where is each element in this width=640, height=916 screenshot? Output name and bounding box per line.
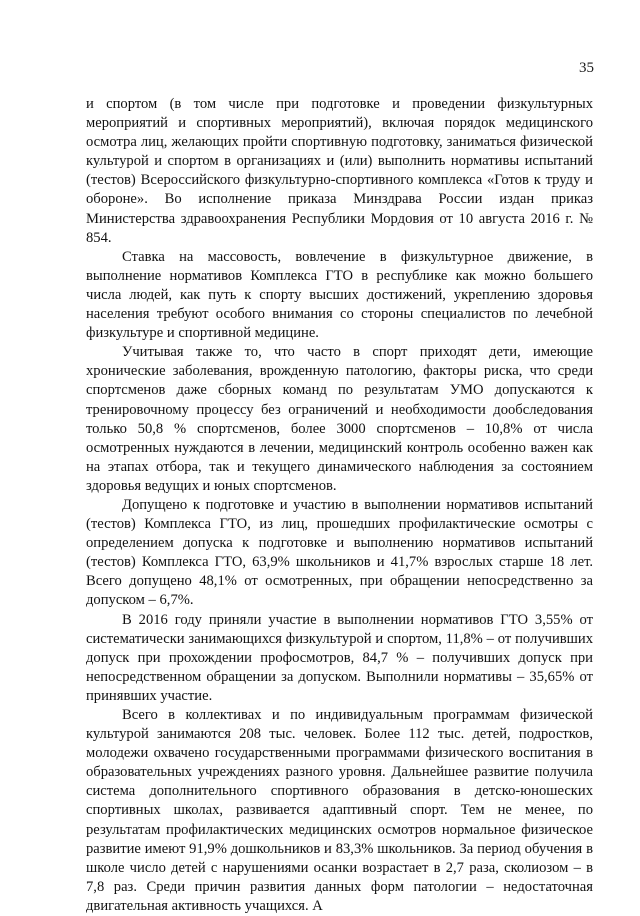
paragraph-physical-culture: Всего в коллективах и по индивидуальным программам физической культурой занимаются 208 тыс. человек. Более 112 тыс. детей, подростков, молодежи охвачено государственными программами физического воспитания в образовательных учреждениях разного уровня. Дальнейшее развитие получила система дополнительного спортивного образования в детско-юношеских спортивных школах, развивается адаптивный спорт. Тем не менее, по результатам профилактических медицинских осмотров нормальное физическое развитие имеют 91,9% дошкольников и 83,3% школьников. За период обучения в школе число детей с нарушениями осанки возрастает в 2,7 раза, сколиозом – в 7,8 раз. Среди причин развития данных форм патологии – недостаточная двигательная активность учащихся. А (86, 707, 593, 914)
paragraph-gto-admission: Допущено к подготовке и участию в выполнении нормативов испытаний (тестов) Комплекса ГТО, из лиц, прошедших профилактические осмотры с определением допуска к подготовке и выполнению нормативов испытаний (тестов) Комплекса ГТО, 63,9% школьников и 41,7% взрослых старше 18 лет. Всего допущено 48,1% от осмотренных, при обращении непосредственно за допуском – 6,7%. (86, 496, 593, 609)
paragraph-2016-participation: В 2016 году приняли участие в выполнении нормативов ГТО 3,55% от систематически занимающихся физкультурой и спортом, 11,8% – от получивших допуск при прохождении профосмотров, 84,7 % – получивших допуск при непосредственном обращении за допуском. Выполнили нормативы – 35,65% от принявших участие. (86, 611, 593, 704)
page-number: 35 (579, 60, 594, 76)
document-body (86, 95, 593, 916)
paragraph-children-health: Учитывая также то, что часто в спорт приходят дети, имеющие хронические заболевания, врожденную патологию, факторы риска, что среди спортсменов даже сборных команд по результатам УМО допускаются к тренировочному процессу без ограничений и необходимости дообследования только 50,8 % спортсменов, более 3000 спортсменов – 10,8% от числа осмотренных нуждаются в лечении, медицинский контроль особенно важен как на этапах отбора, так и текущего динамического наблюдения за состоянием здоровья ведущих и юных спортсменов. (86, 344, 593, 494)
paragraph-mass-participation: Ставка на массовость, вовлечение в физкультурное движение, в выполнение нормативов Комплекса ГТО в республике как можно большего числа людей, как путь к спорту высших достижений, укреплению здоровья населения требуют особого внимания со стороны специалистов по лечебной физкультуре и спортивной медицине. (86, 248, 593, 342)
paragraph-continuation: и спортом (в том числе при подготовке и проведении физкультурных мероприятий и спортивных мероприятий), включая порядок медицинского осмотра лиц, желающих пройти спортивную подготовку, заниматься физической культурой и спортом в организациях и (или) выполнить нормативы испытаний (тестов) Всероссийского физкультурно-спортивного комплекса «Готов к труду и обороне». Во исполнение приказа Минздрава России издан приказ Министерства здравоохранения Республики Мордовия от 10 августа 2016 г. № 854. (86, 96, 593, 246)
